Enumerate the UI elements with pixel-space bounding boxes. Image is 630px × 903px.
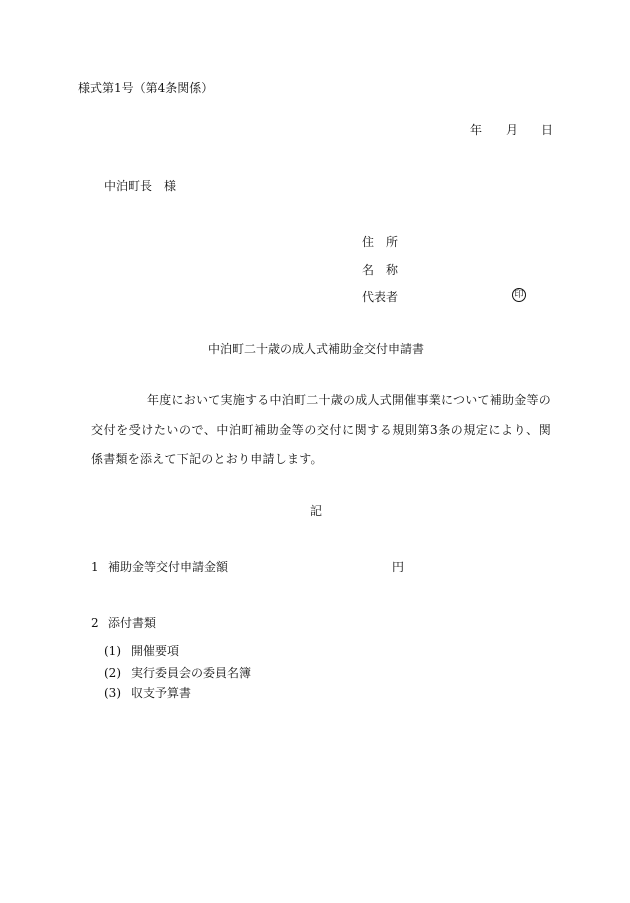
address-label: 住 所 [362,235,399,249]
seal-icon [512,288,526,302]
ki-heading: 記 [310,504,323,518]
item-2-label: 添付書類 [108,616,157,630]
attachment-number: (3) [104,686,121,700]
document-title: 中泊町二十歳の成人式補助金交付申請書 [208,342,425,356]
form-number: 様式第1号（第4条関係） [78,81,214,95]
item-1-label: 補助金等交付申請金額 [108,560,229,574]
date-day: 日 [541,123,554,137]
date-month: 月 [506,123,519,137]
seal-char: 印 [514,289,524,300]
item-1-number: 1 [91,560,99,574]
attachment-label: 実行委員会の委員名簿 [131,666,252,680]
attachment-number: (2) [104,666,121,680]
item-2-number: 2 [91,616,99,630]
body-paragraph: 年度において実施する中泊町二十歳の成人式開催事業について補助金等の交付を受けたいので、中泊町補助金等の交付に関する規則第3条の規定により、関係書類を添えて下記のとおり申請します。 [91,393,552,466]
date-year: 年 [470,123,483,137]
name-label: 名 称 [362,263,399,277]
attachment-label: 収支予算書 [131,686,192,700]
representative-label: 代表者 [362,290,399,304]
attachment-number: (1) [104,644,121,658]
item-1-unit: 円 [392,560,405,574]
attachment-label: 開催要項 [131,644,180,658]
addressee: 中泊町長 様 [104,179,177,193]
